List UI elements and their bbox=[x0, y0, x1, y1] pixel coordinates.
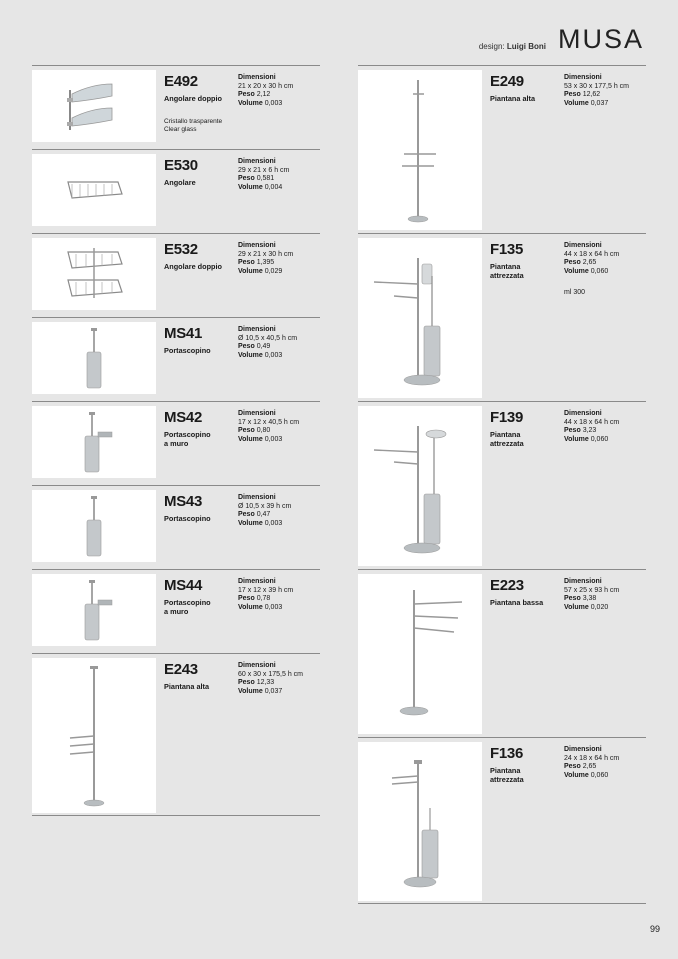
volume-value: 0,060 bbox=[590, 435, 609, 443]
product-name: Piantana attrezzata bbox=[490, 430, 524, 448]
page-header bbox=[479, 26, 644, 53]
dimensions-value: Ø 10,5 x 40,5 h cm bbox=[238, 334, 298, 342]
volume-label: Volume bbox=[564, 267, 589, 275]
product-code: F136 bbox=[490, 745, 523, 762]
volume-value: 0,037 bbox=[590, 99, 609, 107]
dimensions-value: 17 x 12 x 40,5 h cm bbox=[238, 418, 300, 426]
product-ms44 bbox=[32, 569, 320, 653]
dimensions-label: Dimensioni bbox=[564, 746, 602, 753]
dimensions-value: 44 x 18 x 64 h cm bbox=[564, 418, 620, 426]
product-e530 bbox=[32, 149, 320, 233]
wall-toilet-brush-holder-icon bbox=[32, 574, 156, 646]
weight-value: 0,80 bbox=[256, 427, 271, 434]
volume-value: 0,060 bbox=[590, 267, 609, 275]
weight-label: Peso bbox=[564, 763, 581, 770]
product-code: MS44 bbox=[164, 577, 202, 594]
weight-value: 12,33 bbox=[256, 679, 275, 686]
volume-value: 0,003 bbox=[264, 99, 283, 107]
double-glass-shelf-icon bbox=[32, 70, 156, 142]
left-column bbox=[32, 65, 320, 816]
volume-value: 0,004 bbox=[264, 183, 283, 191]
product-name: Portascopino a muro bbox=[164, 598, 211, 616]
page-number: 99 bbox=[649, 924, 660, 934]
weight-value: 2,65 bbox=[582, 763, 597, 770]
volume-value: 0,020 bbox=[590, 603, 609, 611]
dimensions-value: Ø 10,5 x 39 h cm bbox=[238, 502, 292, 510]
product-specs bbox=[238, 494, 291, 528]
product-specs bbox=[238, 242, 293, 276]
volume-value: 0,060 bbox=[590, 771, 609, 779]
equipped-stand-dispenser-icon bbox=[358, 238, 482, 398]
weight-value: 3,38 bbox=[582, 595, 597, 602]
product-specs bbox=[238, 410, 299, 444]
product-specs bbox=[238, 74, 293, 108]
product-specs bbox=[238, 662, 303, 696]
weight-value: 0,49 bbox=[256, 343, 271, 350]
double-corner-basket-icon bbox=[32, 238, 156, 310]
dimensions-label: Dimensioni bbox=[238, 242, 276, 249]
product-code: MS43 bbox=[164, 493, 202, 510]
volume-value: 0,003 bbox=[264, 519, 283, 527]
product-specs bbox=[564, 578, 619, 612]
dimensions-value: 21 x 20 x 30 h cm bbox=[238, 82, 294, 90]
volume-label: Volume bbox=[238, 603, 263, 611]
dimensions-value: 44 x 18 x 64 h cm bbox=[564, 250, 620, 258]
weight-label: Peso bbox=[238, 511, 255, 518]
product-e243 bbox=[32, 653, 320, 816]
equipped-stand-icon bbox=[358, 742, 482, 901]
volume-label: Volume bbox=[564, 603, 589, 611]
weight-label: Peso bbox=[564, 259, 581, 266]
weight-label: Peso bbox=[238, 343, 255, 350]
dimensions-value: 24 x 18 x 64 h cm bbox=[564, 754, 620, 762]
weight-label: Peso bbox=[238, 259, 255, 266]
weight-label: Peso bbox=[564, 427, 581, 434]
product-ms43 bbox=[32, 485, 320, 569]
capacity-value: ml 300 bbox=[564, 289, 586, 296]
product-f139 bbox=[358, 401, 646, 569]
product-name: Portascopino bbox=[164, 346, 211, 355]
equipped-stand-soap-dish-icon bbox=[358, 406, 482, 566]
tall-coat-stand-icon bbox=[358, 70, 482, 230]
weight-label: Peso bbox=[564, 595, 581, 602]
volume-label: Volume bbox=[238, 687, 263, 695]
volume-label: Volume bbox=[238, 99, 263, 107]
dimensions-label: Dimensioni bbox=[238, 662, 276, 669]
product-e492 bbox=[32, 65, 320, 149]
volume-value: 0,037 bbox=[264, 687, 283, 695]
product-ms41 bbox=[32, 317, 320, 401]
dimensions-value: 29 x 21 x 6 h cm bbox=[238, 166, 290, 174]
product-name: Angolare bbox=[164, 178, 196, 187]
product-specs bbox=[564, 74, 629, 108]
volume-label: Volume bbox=[238, 435, 263, 443]
volume-label: Volume bbox=[564, 771, 589, 779]
product-code: E249 bbox=[490, 73, 524, 90]
dimensions-label: Dimensioni bbox=[564, 578, 602, 585]
product-specs bbox=[238, 578, 293, 612]
product-code: E532 bbox=[164, 241, 198, 258]
product-specs bbox=[564, 410, 619, 444]
designer-name: Luigi Boni bbox=[506, 42, 546, 51]
wall-toilet-brush-holder-icon bbox=[32, 406, 156, 478]
dimensions-label: Dimensioni bbox=[238, 578, 276, 585]
product-name: Piantana attrezzata bbox=[490, 262, 524, 280]
product-code: E223 bbox=[490, 577, 524, 594]
dimensions-value: 53 x 30 x 177,5 h cm bbox=[564, 82, 629, 90]
product-specs bbox=[238, 158, 289, 192]
dimensions-value: 29 x 21 x 30 h cm bbox=[238, 250, 294, 258]
product-specs bbox=[238, 326, 297, 360]
product-note: Cristallo trasparente Clear glass bbox=[164, 118, 223, 133]
dimensions-label: Dimensioni bbox=[238, 410, 276, 417]
dimensions-label: Dimensioni bbox=[564, 242, 602, 249]
product-name: Portascopino bbox=[164, 514, 211, 523]
product-code: E530 bbox=[164, 157, 198, 174]
product-code: F139 bbox=[490, 409, 523, 426]
product-name: Piantana attrezzata bbox=[490, 766, 524, 784]
weight-value: 3,23 bbox=[582, 427, 597, 434]
product-f136 bbox=[358, 737, 646, 904]
product-name: Piantana bassa bbox=[490, 598, 544, 607]
weight-label: Peso bbox=[238, 595, 255, 602]
design-label: design: bbox=[478, 42, 505, 51]
volume-value: 0,003 bbox=[264, 435, 283, 443]
weight-value: 2,12 bbox=[256, 91, 271, 98]
weight-value: 12,62 bbox=[582, 91, 601, 98]
weight-label: Peso bbox=[238, 175, 255, 182]
product-name: Piantana alta bbox=[164, 682, 210, 691]
product-specs bbox=[564, 746, 619, 780]
weight-value: 0,581 bbox=[256, 175, 275, 182]
dimensions-label: Dimensioni bbox=[238, 494, 276, 501]
low-towel-stand-icon bbox=[358, 574, 482, 734]
volume-value: 0,003 bbox=[264, 351, 283, 359]
weight-label: Peso bbox=[238, 427, 255, 434]
product-code: MS42 bbox=[164, 409, 202, 426]
dimensions-label: Dimensioni bbox=[564, 410, 602, 417]
weight-label: Peso bbox=[564, 91, 581, 98]
dimensions-label: Dimensioni bbox=[564, 74, 602, 81]
product-name: Portascopino a muro bbox=[164, 430, 211, 448]
product-code: F135 bbox=[490, 241, 523, 258]
product-name: Piantana alta bbox=[490, 94, 536, 103]
dimensions-value: 17 x 12 x 39 h cm bbox=[238, 586, 294, 594]
toilet-brush-holder-icon bbox=[32, 322, 156, 394]
weight-value: 1,395 bbox=[256, 259, 275, 266]
product-code: E492 bbox=[164, 73, 198, 90]
product-code: MS41 bbox=[164, 325, 202, 342]
dimensions-label: Dimensioni bbox=[238, 158, 276, 165]
product-e532 bbox=[32, 233, 320, 317]
product-e249 bbox=[358, 65, 646, 233]
dimensions-value: 57 x 25 x 93 h cm bbox=[564, 586, 620, 594]
product-specs bbox=[564, 242, 619, 276]
volume-label: Volume bbox=[564, 435, 589, 443]
dimensions-label: Dimensioni bbox=[238, 326, 276, 333]
weight-value: 0,47 bbox=[256, 511, 271, 518]
volume-value: 0,029 bbox=[264, 267, 283, 275]
volume-label: Volume bbox=[238, 519, 263, 527]
weight-label: Peso bbox=[238, 679, 255, 686]
toilet-brush-holder-icon bbox=[32, 490, 156, 562]
volume-label: Volume bbox=[238, 267, 263, 275]
product-f135 bbox=[358, 233, 646, 401]
volume-label: Volume bbox=[564, 99, 589, 107]
designer-credit bbox=[479, 42, 546, 51]
dimensions-label: Dimensioni bbox=[238, 74, 276, 81]
product-name: Angolare doppio bbox=[164, 262, 222, 271]
volume-value: 0,003 bbox=[264, 603, 283, 611]
brand-title: MUSA bbox=[557, 24, 644, 54]
product-name: Angolare doppio bbox=[164, 94, 222, 103]
product-code: E243 bbox=[164, 661, 198, 678]
right-column bbox=[358, 65, 646, 904]
weight-label: Peso bbox=[238, 91, 255, 98]
product-ms42 bbox=[32, 401, 320, 485]
dimensions-value: 60 x 30 x 175,5 h cm bbox=[238, 670, 303, 678]
volume-label: Volume bbox=[238, 351, 263, 359]
weight-value: 0,78 bbox=[256, 595, 271, 602]
product-e223 bbox=[358, 569, 646, 737]
tall-towel-stand-icon bbox=[32, 658, 156, 813]
weight-value: 2,65 bbox=[582, 259, 597, 266]
corner-basket-icon bbox=[32, 154, 156, 226]
volume-label: Volume bbox=[238, 183, 263, 191]
